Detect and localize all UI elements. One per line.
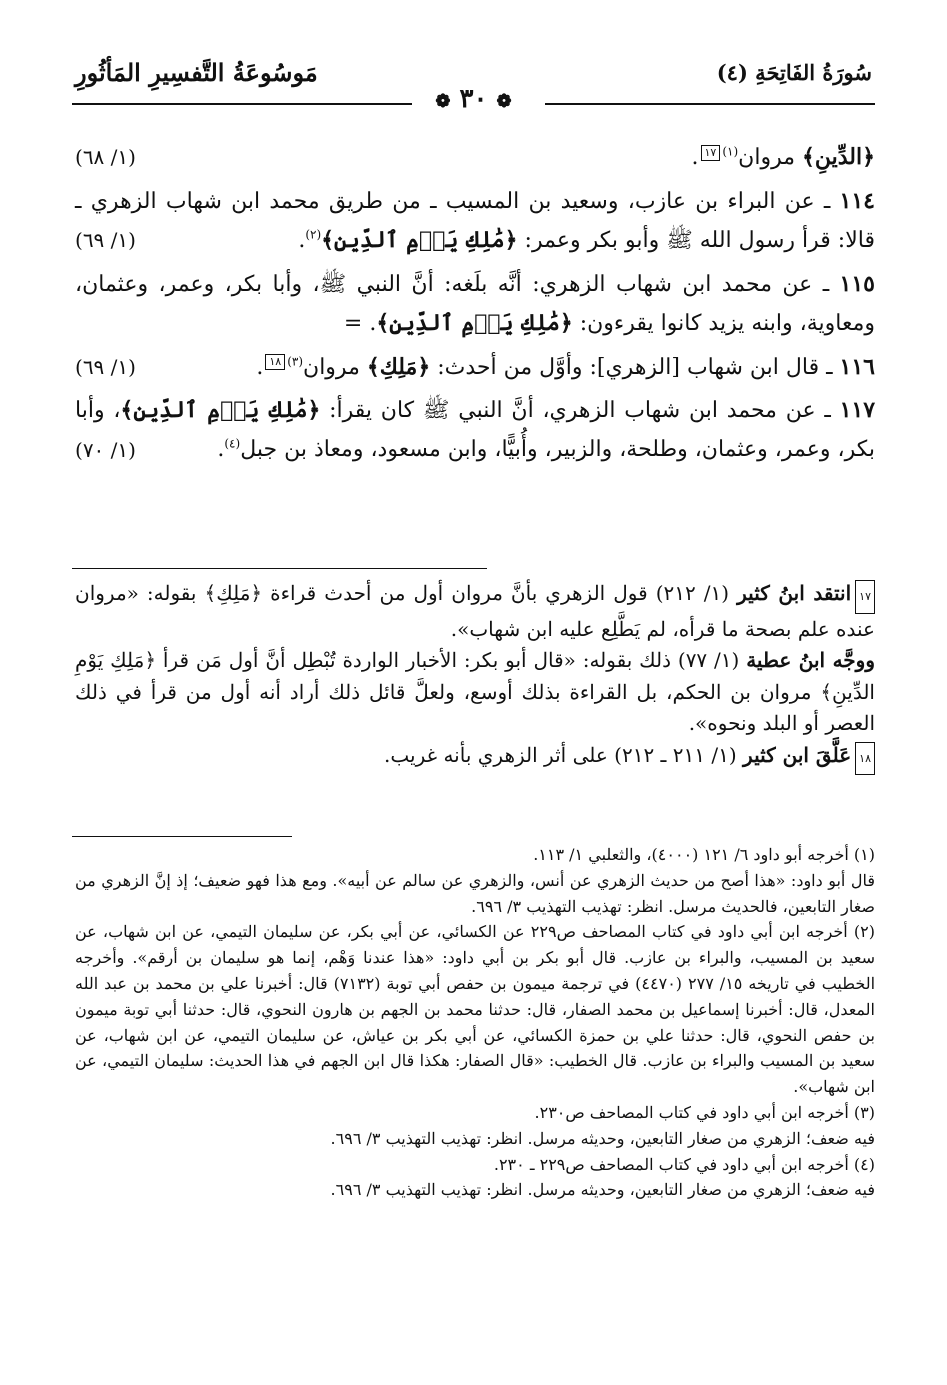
footnote-2: (٢) أخرجه ابن أبي داود في كتاب المصاحف ص٢٢٩ عن الكسائي، عن أبي بكر، عن سليمان التيمي، عن ابن شهاب، عن سعيد بن المسيب، والبراء بن عازب. قال أبو بكر بن أبي داود: «هذا عندنا وَهْم، إنما هو سليمان بن أرقم». وأخرجه الخطيب في تاريخه ١٥/ ٢٧٧ (٤٤٧٠) في ترجمة ميمون بن حفص أبي توبة (٧١٣٢) قال: أخبرنا علي بن محمد بن عبد الله المعدل، قال: أخبرنا إسماعيل بن محمد الصفار، قال: حدثنا محمد بن الجهم بن هارون النحوي، قال: حدثنا أبي توبة ميمون بن حفص النحوي، قال: حدثنا علي بن حمزة الكسائي، عن أبي بكر بن عياش، عن سليمان التيمي، عن ابن شهاب، عن سعيد بن المسيب والبراء بن عازب. قال الخطيب: «قال الصفار: هكذا قال ابن الجهم في هذا الحديث: سليمان التيمي، عن ابن شهاب».: [75, 922, 876, 1097]
page-number: ٣٠: [459, 84, 488, 114]
quran-text: ﴿مَٰلِكِ يَوۡمِ ٱلدِّينِ﴾: [376, 310, 573, 336]
narration-number: ١١٤: [839, 187, 875, 214]
ornament-icon: ❁: [496, 91, 512, 112]
footnote-3-note: فيه ضعف؛ الزهري من صغار التابعين، وحديثه مرسل. انظر: تهذيب التهذيب ٣/ ٦٩٦.: [330, 1128, 875, 1148]
volume-page-ref: (١/ ٦٩): [75, 354, 136, 379]
footnote-ref[interactable]: (٢): [305, 227, 322, 242]
commentary-17: ١٧انتقد ابنُ كثير (١/ ٢١٢) قول الزهري بأنَّ مروان أول من أحدث قراءة ﴿مَلِكِ﴾ بقوله: «مروان عنده علم بصحة ما قرأه، لم يَطَّلِع عليه ابن شهاب».: [75, 581, 875, 641]
ornament-icon: ❁: [435, 91, 451, 112]
footnote-4: (٤) أخرجه ابن أبي داود في كتاب المصاحف ص٢٢٩ ـ ٢٣٠.: [493, 1154, 875, 1174]
narration-116: ١١٦ ـ قال ابن شهاب [الزهري]: وأوَّل من أحدث: ﴿مَلِكِ﴾ مروان$^{(٣)}$١٨. (١/ ٦٩): [75, 348, 875, 388]
commentary-section: [75, 578, 875, 775]
commentary-ref[interactable]: ١٧: [701, 145, 721, 161]
footnote-separator: [72, 836, 292, 837]
footnote-ref[interactable]: (٤): [224, 436, 241, 451]
narration-continued: ﴿الدِّينِ﴾ مروان$^{(١)}$١٧. (١/ ٦٨): [75, 138, 875, 178]
volume-page-ref: (١/ ٦٨): [75, 145, 136, 169]
narration-114: ١١٤ ـ عن البراء بن عازب، وسعيد بن المسيب ـ من طريق محمد ابن شهاب الزهري ـ قالا: قرأ رسول الله ﷺ وأبو بكر وعمر: ﴿مَٰلِكِ يَوۡمِ ٱلدِّينِ﴾$^{(٢)}$. (١/ ٦٩): [75, 182, 875, 261]
page-number-block: [0, 84, 947, 114]
main-text: [75, 138, 875, 473]
footnote-ref[interactable]: (١): [722, 144, 739, 159]
footnote-1-note: قال أبو داود: «هذا أصح من حديث الزهري عن أنس، والزهري عن سالم عن أبيه». ومع هذا فهو ضعيف؛ إذ إنَّ الزهري من صغار التابعين، فالحديث مرسل. انظر: تهذيب التهذيب ٣/ ٦٩٦.: [75, 870, 875, 916]
narration-number: ١١٦: [839, 353, 875, 380]
footnote-3: (٣) أخرجه ابن أبي داود في كتاب المصاحف ص٢٣٠.: [534, 1102, 875, 1122]
book-title: مَوسُوعَةُ التَّفسِيرِ المَأثُورِ: [75, 58, 318, 87]
commentary-ref[interactable]: ١٨: [265, 354, 285, 370]
narration-117: ١١٧ ـ عن محمد ابن شهاب الزهري، أنَّ النبي ﷺ كان يقرأ: ﴿مَٰلِكِ يَوۡمِ ٱلدِّينِ﴾، وأبا بكر، وعمر، وعثمان، وطلحة، والزبير، وأُبيًّا، وابن مسعود، ومعاذ بن جبل$^{(٤)}$. (١/ ٧٠): [75, 391, 875, 469]
commentary-18: ١٨عَلَّقَ ابن كثير (١/ ٢١١ ـ ٢١٢) على أثر الزهري بأنه غريب.: [75, 740, 875, 776]
narration-number: ١١٧: [839, 397, 876, 423]
quran-text: ﴿مَلِكِ﴾: [366, 353, 431, 380]
commentary-number: ١٨: [855, 742, 875, 776]
footnote-4-note: فيه ضعف؛ الزهري من صغار التابعين، وحديثه مرسل. انظر: تهذيب التهذيب ٣/ ٦٩٦.: [330, 1180, 875, 1200]
narration-115: ١١٥ ـ عن محمد ابن شهاب الزهري: أنَّه بلَغه: أنَّ النبي ﷺ، وأبا بكر، وعمر، وعثمان، ومعاوية، وابنه يزيد كانوا يقرءون: ﴿مَٰلِكِ يَوۡمِ ٱلدِّينِ﴾. =: [75, 270, 875, 336]
commentary-17-cont: ووجَّه ابنُ عطية (١/ ٧٧) ذلك بقوله: «قال أبو بكر: الأخبار الواردة تُبْطِل أنَّ أول مَن قرأ ﴿مَلِكِ يَوْمِ الدِّينِ﴾ مروان بن الحكم، بل القراءة بذلك أوسع، ولعلَّ قائل ذلك أراد أنه أول من قرأ في ذلك العصر أو البلد ونحوه».: [75, 648, 875, 735]
commentary-separator: [72, 568, 487, 569]
surah-title: سُورَةُ الفَاتِحَةِ (٤): [716, 60, 872, 85]
volume-page-ref: (١/ ٦٩): [75, 228, 136, 252]
footnote-ref[interactable]: (٣): [287, 354, 304, 369]
quran-text: ﴿مَٰلِكِ يَوۡمِ ٱلدِّينِ﴾: [321, 227, 518, 253]
narration-number: ١١٥: [839, 270, 875, 297]
footnotes-section: [75, 842, 875, 1203]
footnote-1: (١) أخرجه أبو داود ٦/ ١٢١ (٤٠٠٠)، والثعلبي ١/ ١١٣.: [533, 845, 875, 864]
quran-text: ﴿الدِّينِ﴾: [801, 144, 875, 170]
quran-text: ﴿مَٰلِكِ يَوۡمِ ٱلدِّينِ﴾: [120, 397, 321, 423]
commentary-number: ١٧: [855, 580, 875, 614]
volume-page-ref: (١/ ٧٠): [75, 437, 136, 462]
